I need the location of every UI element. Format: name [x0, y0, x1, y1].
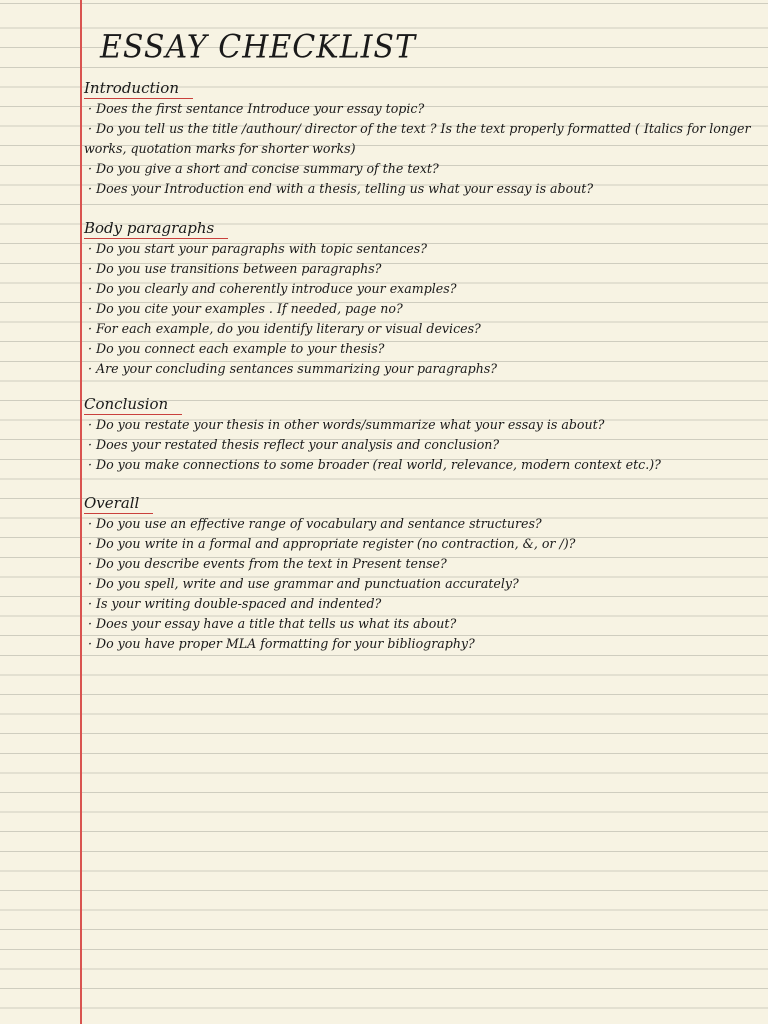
checklist-item: · Does your Introduction end with a thesis, telling us what your essay is about? [84, 179, 764, 199]
section-heading: Body paragraphs [84, 218, 228, 239]
section-heading: Introduction [84, 78, 193, 99]
checklist-item: · Do you tell us the title /authour/ director of the text ? Is the text properly formatted ( Italics for longer works, quotation marks for shorter works) [84, 121, 751, 156]
bullet: · [87, 556, 92, 571]
bullet: · [87, 417, 92, 432]
bullet: · [87, 281, 92, 296]
section-heading: Conclusion [84, 394, 182, 415]
checklist-item: · Do you give a short and concise summary of the text? [84, 159, 764, 179]
bullet: · [87, 321, 92, 336]
checklist-item: · Do you restate your thesis in other words/summarize what your essay is about? [84, 415, 764, 435]
checklist-item: · Do you describe events from the text in Present tense? [84, 554, 764, 574]
checklist-item: · Are your concluding sentances summarizing your paragraphs? [84, 359, 764, 379]
bullet: · [87, 437, 92, 452]
checklist-item: · Does the first sentance Introduce your essay topic? [84, 99, 764, 119]
bullet: · [87, 536, 92, 551]
bullet: · [87, 241, 92, 256]
section-body-paragraphs [84, 218, 764, 379]
checklist-item: · For each example, do you identify literary or visual devices? [84, 319, 764, 339]
bullet: · [87, 161, 92, 176]
bullet: · [87, 261, 92, 276]
checklist-item: · Do you connect each example to your thesis? [84, 339, 764, 359]
bullet: · [87, 576, 92, 591]
section-heading: Overall [84, 493, 153, 514]
bullet: · [87, 361, 92, 376]
checklist-item: · Do you start your paragraphs with topic sentances? [84, 239, 764, 259]
bullet: · [87, 636, 92, 651]
checklist-item: · Do you clearly and coherently introduce your examples? [84, 279, 764, 299]
bullet: · [87, 457, 92, 472]
bullet: · [87, 101, 92, 116]
section-conclusion [84, 394, 764, 475]
checklist-item: · Do you write in a formal and appropriate register (no contraction, &, or /)? [84, 534, 764, 554]
checklist-item: · Do you use transitions between paragraphs? [84, 259, 764, 279]
checklist-item: · Does your essay have a title that tells us what its about? [84, 614, 764, 634]
checklist-item: · Do you have proper MLA formatting for your bibliography? [84, 634, 764, 654]
checklist-item: · Do you spell, write and use grammar and punctuation accurately? [84, 574, 764, 594]
checklist-item: · Do you cite your examples . If needed, page no? [84, 299, 764, 319]
checklist-item: · Does your restated thesis reflect your analysis and conclusion? [84, 435, 764, 455]
section-overall [84, 493, 764, 654]
section-introduction [84, 78, 764, 199]
bullet: · [87, 616, 92, 631]
bullet: · [87, 121, 92, 136]
checklist-item: · Do you use an effective range of vocabulary and sentance structures? [84, 514, 764, 534]
checklist-item: · Do you make connections to some broader (real world, relevance, modern context etc.)? [84, 455, 764, 475]
bullet: · [87, 596, 92, 611]
bullet: · [87, 181, 92, 196]
checklist-item: · Is your writing double-spaced and indented? [84, 594, 764, 614]
margin-line [80, 0, 82, 1024]
page-title: ESSAY CHECKLIST [100, 29, 416, 66]
bullet: · [87, 341, 92, 356]
bullet: · [87, 516, 92, 531]
bullet: · [87, 301, 92, 316]
